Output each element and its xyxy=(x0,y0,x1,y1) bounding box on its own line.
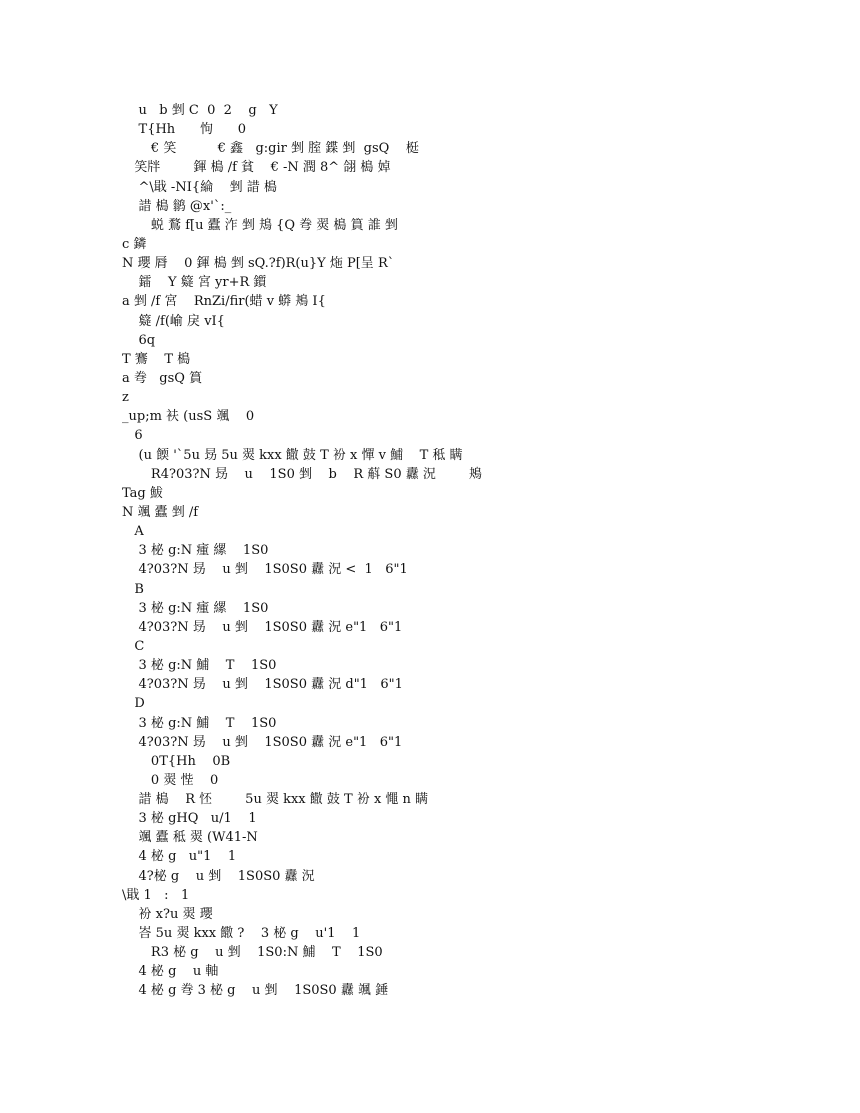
text-line: T{Hh 怐 0 xyxy=(122,122,247,138)
text-line: _up;m 衭 (usS 颯 0 xyxy=(122,409,255,425)
text-line: T 鶱 T 槝 xyxy=(122,351,191,367)
text-line: 4?柲 g u 剉 1S0S0 纛 況 xyxy=(122,868,315,884)
text-line: 3 柲 g:N 鯆 T 1S0 xyxy=(122,658,277,674)
document-body xyxy=(122,101,822,1001)
text-line: B xyxy=(122,581,144,597)
text-line: ^\戢 -NI{綸 剉 諎 槝 xyxy=(122,179,277,195)
text-line: 4 柲 g u 軸 xyxy=(122,964,219,980)
text-line: 籎 /f(崳 戾 vI{ xyxy=(122,313,225,329)
text-line: 3 柲 g:N 瘇 縲 1S0 xyxy=(122,543,269,559)
text-line: 鐳 Y 籎 宮 yr+R 鑕 xyxy=(122,275,267,291)
text-line: N 颯 蠹 剉 /f xyxy=(122,504,199,520)
text-line: 4?03?N 昮 u 剉 1S0S0 纛 況 d"1 6"1 xyxy=(122,677,403,693)
text-line: a 剉 /f 宮 RnZi/fir(蜡 v 蟒 鴂 I{ xyxy=(122,294,326,310)
text-line: 峇 5u 翜 kxx 饊 ? 3 柲 g u'1 1 xyxy=(122,926,361,942)
text-line: € 笑 € 鑫 g:gir 剉 腟 鍱 剉 gsQ 梃 xyxy=(122,141,419,157)
text-line: 3 柲 g:N 瘇 縲 1S0 xyxy=(122,600,269,616)
text-line: 蜕 鶩 f[u 蠹 泎 剉 鳺 {Q 弮 翜 槝 篔 誰 剉 xyxy=(122,217,398,233)
text-line: 4?03?N 昮 u 剉 1S0S0 纛 況 e"1 6"1 xyxy=(122,619,403,635)
text-line: Tag 鮁 xyxy=(122,485,163,501)
text-line: 0T{Hh 0B xyxy=(122,753,231,769)
text-line: \戢 1 : 1 xyxy=(122,887,190,903)
text-line: 4?03?N 昮 u 剉 1S0S0 纛 況 < 1 6"1 xyxy=(122,562,408,578)
text-line: z xyxy=(122,390,129,406)
text-line: 0 翜 悂 0 xyxy=(122,772,219,788)
text-line: D xyxy=(122,696,145,712)
text-line: a 弮 gsQ 篔 xyxy=(122,370,203,386)
text-line: 颯 蠹 秪 翜 (W41-N xyxy=(122,830,258,846)
text-line: R3 柲 g u 剉 1S0:N 鯆 T 1S0 xyxy=(122,945,383,961)
text-line: 衯 x?u 翜 瓔 xyxy=(122,906,213,922)
text-line: R4?03?N 昮 u 1S0 剉 b R 蔛 S0 纛 況 鴂 xyxy=(122,466,482,482)
text-line: 諎 槝 R 怌 5u 翜 kxx 饊 鼓 T 衯 x 憴 n 瞒 xyxy=(122,792,429,808)
text-line: 4 柲 g u"1 1 xyxy=(122,849,237,865)
text-line: C xyxy=(122,638,145,654)
text-line: 3 柲 gHQ u/1 1 xyxy=(122,811,257,827)
text-line: c 鏻 xyxy=(122,236,147,252)
text-line: 笑牉 鍕 槝 /f 貧 € -N 潤 8^ 翖 槝 婥 xyxy=(122,160,391,176)
text-line: N 瓔 脣 0 鍕 槝 剉 sQ.?f)R(u}Y 炧 P[呈 R` xyxy=(122,256,395,272)
text-line: 諎 槝 鹟 @x'`:_ xyxy=(122,198,232,214)
text-line: 4?03?N 昮 u 剉 1S0S0 纛 況 e"1 6"1 xyxy=(122,734,403,750)
text-line: 3 柲 g:N 鯆 T 1S0 xyxy=(122,715,277,731)
text-line: u b 剉 C 0 2 g Y xyxy=(122,103,278,118)
text-line: (u 餪 '`5u 昮 5u 翜 kxx 饊 鼓 T 衯 x 憚 v 鯆 T 秪 瞒 xyxy=(122,447,463,463)
text-line: 6q xyxy=(122,332,156,348)
text-line: 4 柲 g 弮 3 柲 g u 剉 1S0S0 纛 颯 錘 xyxy=(122,983,389,999)
text-line: 6 xyxy=(122,428,143,444)
text-line: A xyxy=(122,524,144,540)
